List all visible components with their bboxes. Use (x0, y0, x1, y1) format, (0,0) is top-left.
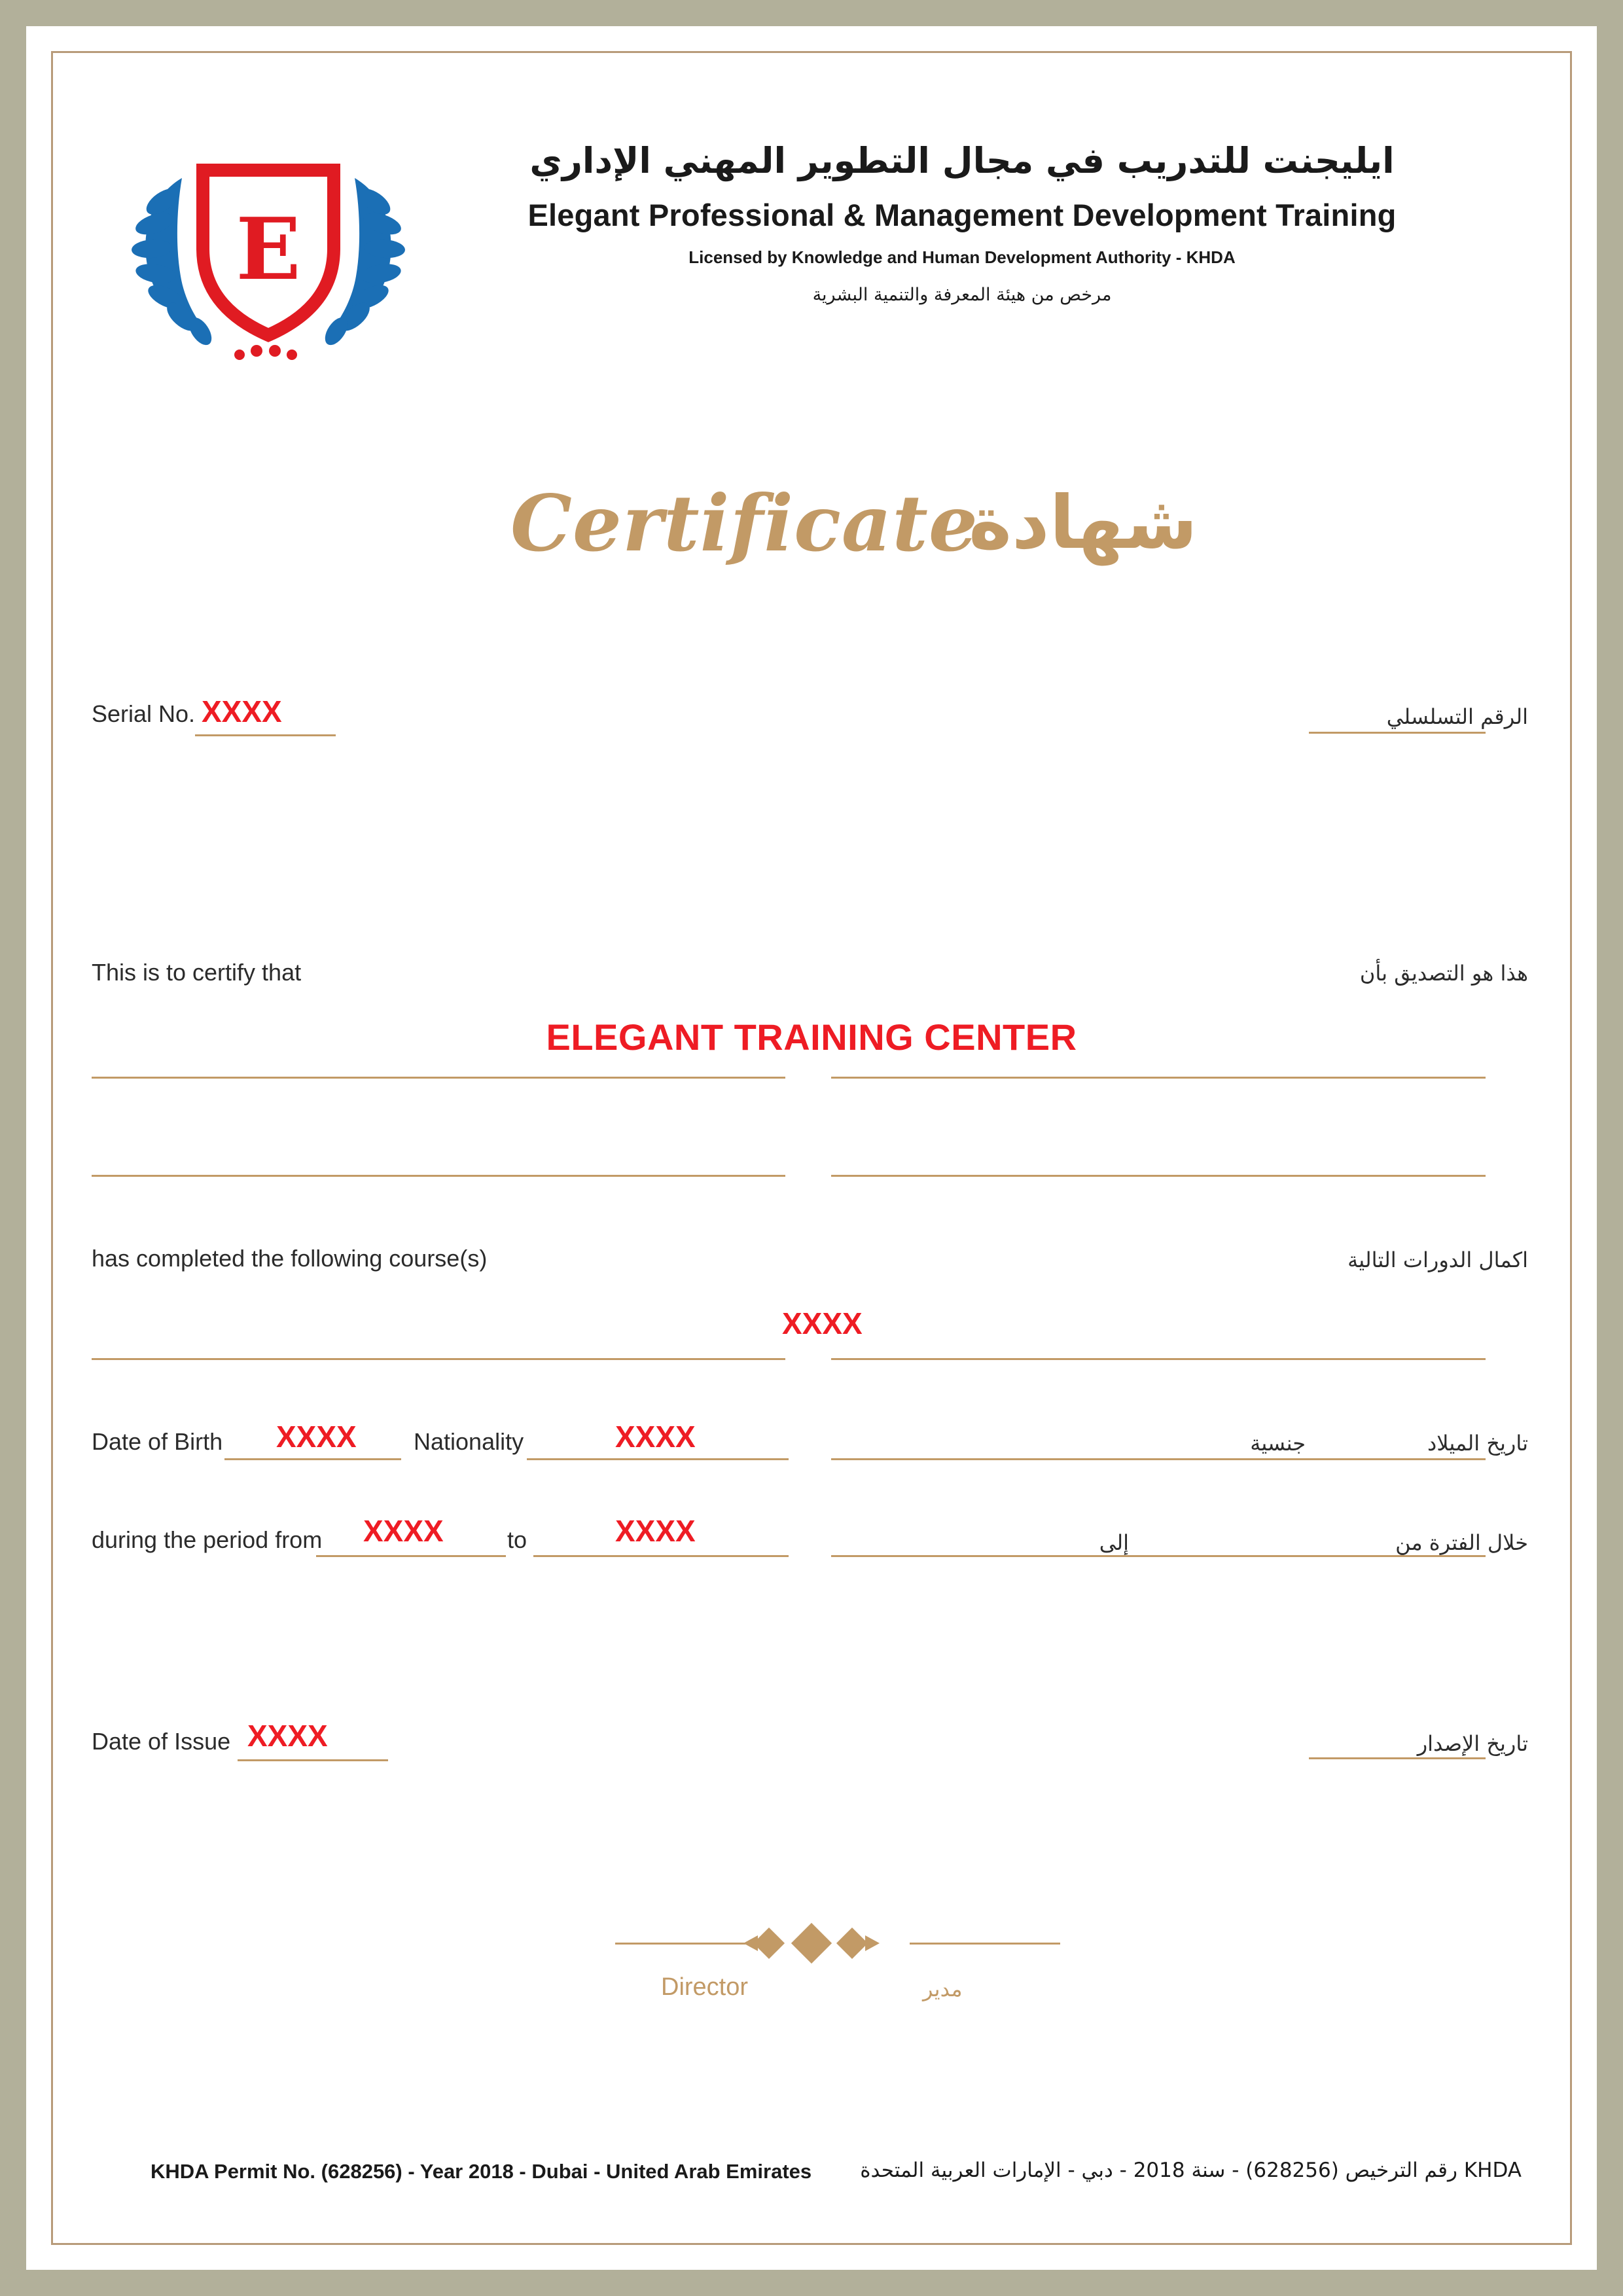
serial-number-label: Serial No. (92, 700, 196, 727)
recipient-name-rule-left-1 (92, 1077, 785, 1079)
certificate-inner (26, 26, 1597, 2270)
ornament-diamond-right-icon (836, 1928, 868, 1959)
nationality-value[interactable]: XXXX (615, 1420, 696, 1454)
signature-line-right (910, 1943, 1060, 1945)
serial-number-rule-arabic (1309, 732, 1486, 734)
organization-name-arabic: ايليجنت للتدريب في مجال التطوير المهني الإداري (529, 140, 1395, 181)
date-of-birth-label: Date of Birth (92, 1428, 223, 1455)
recipient-name-rule-right-2 (831, 1175, 1486, 1177)
serial-number-label-arabic: الرقم التسلسلي (1386, 704, 1528, 729)
certificate-title-arabic: شهادة (969, 480, 1198, 565)
license-line-arabic: مرخص من هيئة المعرفة والتنمية البشرية (812, 284, 1112, 305)
certify-label-arabic: هذا هو التصديق بأن (1359, 961, 1528, 986)
courses-label-arabic: اكمال الدورات التالية (1347, 1247, 1528, 1272)
certificate-title-english: Certificate (510, 478, 978, 569)
ornament-diamond-center-icon (791, 1923, 832, 1964)
date-of-issue-rule-arabic (1309, 1757, 1486, 1759)
director-label: Director (661, 1973, 749, 2001)
serial-number-rule (195, 734, 336, 736)
date-of-birth-rule-arabic (831, 1458, 1486, 1460)
header-text-block (432, 137, 1492, 305)
certificate-title-row (26, 478, 1597, 622)
period-from-label-arabic: خلال الفترة من (1395, 1530, 1528, 1555)
courses-label: has completed the following course(s) (92, 1245, 488, 1272)
signature-ornament (615, 1924, 1060, 1964)
period-to-label: to (507, 1526, 527, 1553)
footer-permit-arabic: KHDA رقم الترخيص (628256) - سنة 2018 - دبي - الإمارات العربية المتحدة (860, 2159, 1522, 2182)
period-to-label-arabic: إلى (1099, 1530, 1129, 1555)
recipient-name-rule-left-2 (92, 1175, 785, 1177)
footer-permit-english: KHDA Permit No. (628256) - Year 2018 - Dubai - United Arab Emirates (151, 2160, 812, 2183)
courses-value[interactable]: XXXX (782, 1306, 863, 1340)
organization-logo (111, 124, 425, 386)
nationality-rule (527, 1458, 789, 1460)
ornament-arrow-right-icon (865, 1935, 880, 1951)
nationality-label: Nationality (414, 1428, 524, 1455)
recipient-name-value[interactable]: ELEGANT TRAINING CENTER (546, 1016, 1077, 1058)
date-of-issue-label: Date of Issue (92, 1728, 231, 1755)
certify-label: This is to certify that (92, 959, 302, 986)
period-rule-arabic (831, 1555, 1486, 1557)
period-from-value[interactable]: XXXX (363, 1514, 444, 1548)
license-line-english: Licensed by Knowledge and Human Development Authority - KHDA (688, 247, 1236, 267)
ornament-diamond-left-icon (753, 1928, 785, 1959)
date-of-birth-rule (224, 1458, 401, 1460)
serial-number-value[interactable]: XXXX (202, 694, 282, 728)
date-of-issue-label-arabic: تاريخ الإصدار (1417, 1731, 1528, 1756)
date-of-birth-label-arabic: تاريخ الميلاد (1427, 1431, 1528, 1456)
certificate-header (26, 111, 1597, 419)
period-to-rule (533, 1555, 789, 1557)
courses-rule-right (831, 1358, 1486, 1360)
director-label-arabic: مدير (923, 1977, 963, 2001)
courses-rule-left (92, 1358, 785, 1360)
period-from-label: during the period from (92, 1526, 323, 1553)
svg-text:E: E (236, 199, 301, 299)
date-of-issue-value[interactable]: XXXX (247, 1719, 328, 1753)
signature-line-left (615, 1943, 746, 1945)
organization-name-english: Elegant Professional & Management Development Training (527, 197, 1397, 232)
period-to-value[interactable]: XXXX (615, 1514, 696, 1548)
nationality-label-arabic: جنسية (1250, 1431, 1306, 1456)
date-of-issue-rule (238, 1759, 388, 1761)
date-of-birth-value[interactable]: XXXX (276, 1420, 357, 1454)
recipient-name-rule-right-1 (831, 1077, 1486, 1079)
period-from-rule (316, 1555, 506, 1557)
